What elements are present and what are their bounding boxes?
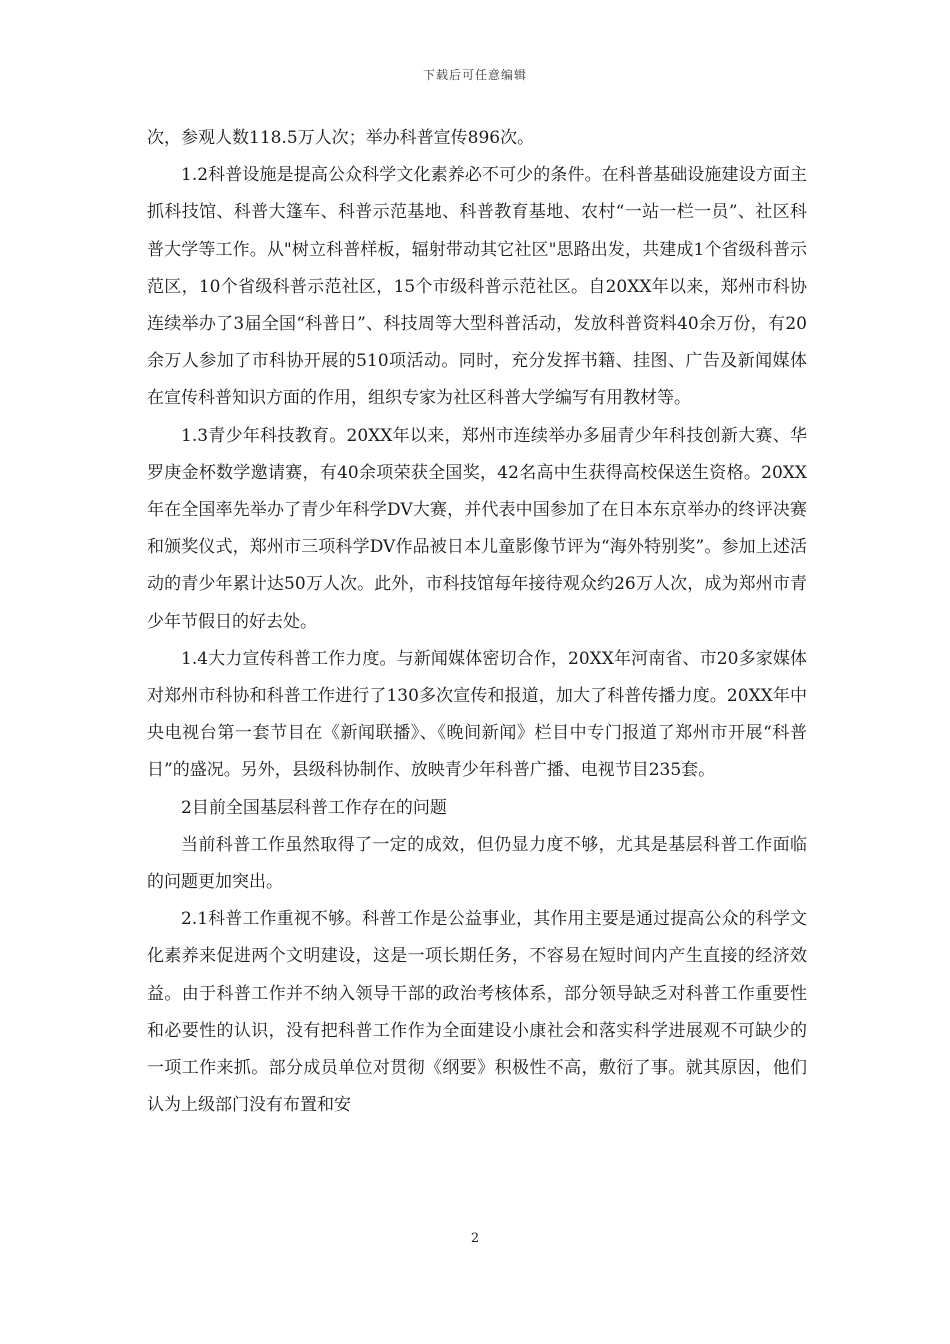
page-number: 2 [470, 1231, 480, 1246]
paragraph-continuation: 次，参观人数118.5万人次；举办科普宣传896次。 [147, 128, 535, 148]
paragraph-2-1: 2.1科普工作重视不够。科普工作是公益事业，其作用主要是通过提高公众的科学文化素养来促进两个文明建设，这是一项长期任务，不容易在短时间内产生直接的经济效益。由于科普工作并不纳入领导干部的政治考核体系，部分领导缺乏对科普工作重要性和必要性的认识，没有把科普工作作为全面建设小康社会和落实科学进展观不可缺少的一项工作来抓。部分成员单位对贯彻《纲要》积极性不高，敷衍了事。就其原因，他们认为上级部门没有布置和安 [147, 909, 807, 1116]
paragraph-2-intro: 当前科普工作虽然取得了一定的成效，但仍显力度不够，尤其是基层科普工作面临的问题更加突出。 [147, 834, 807, 893]
paragraph-1-2: 1.2科普设施是提高公众科学文化素养必不可少的条件。在科普基础设施建设方面主抓科技馆、科普大篷车、科普示范基地、科普教育基地、农村“一站一栏一员”、社区科普大学等工作。从"树立科普样板，辐射带动其它社区"思路出发，共建成1个省级科普示范区，10个省级科普示范社区，15个市级科普示范社区。自20XX年以来，郑州市科协连续举办了3届全国“科普日”、科技周等大型科普活动，发放科普资料40余万份，有20余万人参加了市科协开展的510项活动。同时，充分发挥书籍、挂图、广告及新闻媒体在宣传科普知识方面的作用，组织专家为社区科普大学编写有用教材等。 [147, 165, 807, 409]
paragraph-1-4: 1.4大力宣传科普工作力度。与新闻媒体密切合作，20XX年河南省、市20多家媒体对郑州市科协和科普工作进行了130多次宣传和报道，加大了科普传播力度。20XX年中央电视台第一套节目在《新闻联播》、《晚间新闻》栏目中专门报道了郑州市开展“科普日”的盛况。另外，县级科协制作、放映青少年科普广播、电视节目235套。 [147, 648, 807, 781]
header-note: 下载后可任意编辑 [422, 68, 527, 82]
paragraph-1-3: 1.3青少年科技教育。20XX年以来，郑州市连续举办多届青少年科技创新大赛、华罗庚金杯数学邀请赛，有40余项荣获全国奖，42名高中生获得高校保送生资格。20XX年在全国率先举办了青少年科学DV大赛，并代表中国参加了在日本东京举办的终评决赛和颁奖仪式，郑州市三项科学DV作品被日本儿童影像节评为“海外特别奖”。参加上述活动的青少年累计达50万人次。此外，市科技馆每年接待观众约26万人次，成为郑州市青少年节假日的好去处。 [147, 425, 807, 632]
body-text [147, 120, 807, 1124]
section-heading-2: 2目前全国基层科普工作存在的问题 [181, 797, 447, 818]
